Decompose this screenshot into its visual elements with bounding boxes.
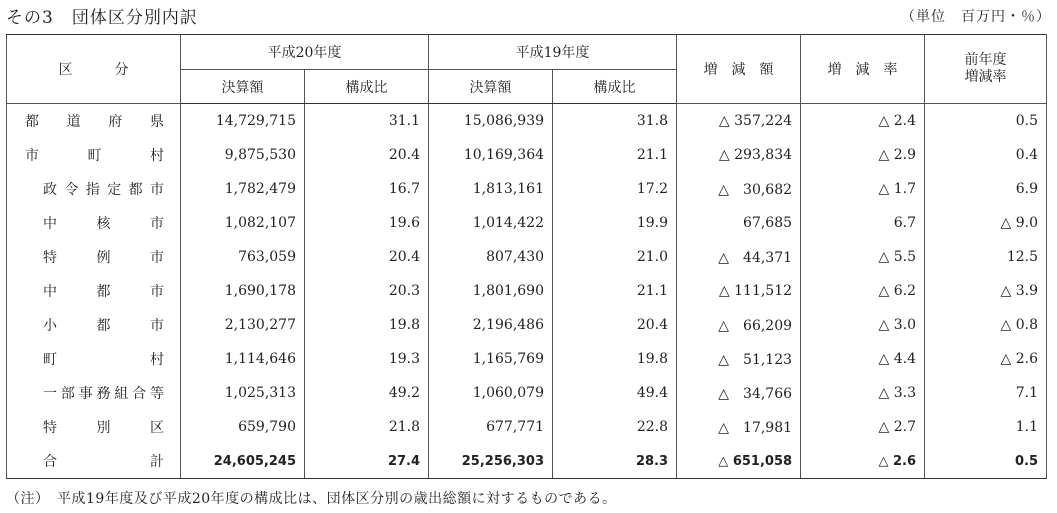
cell-ratio-h20: 21.8 (305, 410, 429, 444)
cell-diff: △ 293,834 (677, 138, 801, 172)
cell-prev-rate: △ 0.8 (925, 308, 1047, 342)
cell-rate: △ 3.0 (801, 308, 925, 342)
table-title: その3 団体区分別内訳 (6, 8, 198, 28)
row-label: 小都市 (7, 308, 181, 342)
footnote: （注） 平成19年度及び平成20年度の構成比は、団体区分別の歳出総額に対するものである。 (6, 491, 617, 507)
cell-ratio-h20: 20.4 (305, 138, 429, 172)
cell-diff: △ 111,512 (677, 274, 801, 308)
cell-settlement-h19: 15,086,939 (429, 104, 553, 139)
cell-settlement-h19: 1,060,079 (429, 376, 553, 410)
cell-settlement-h20: 659,790 (181, 410, 305, 444)
cell-ratio-h19: 19.8 (553, 342, 677, 376)
cell-settlement-h20: 2,130,277 (181, 308, 305, 342)
header-rate: 増 減 率 (801, 35, 925, 104)
cell-settlement-h19: 10,169,364 (429, 138, 553, 172)
cell-prev-rate: 0.5 (925, 104, 1047, 139)
table-row (7, 172, 1047, 206)
table-row (7, 138, 1047, 172)
cell-diff: △ 44,371 (677, 240, 801, 274)
cell-settlement-h20: 1,782,479 (181, 172, 305, 206)
table-row (7, 444, 1047, 479)
cell-rate: △ 6.2 (801, 274, 925, 308)
cell-rate: △ 2.9 (801, 138, 925, 172)
cell-ratio-h20: 20.4 (305, 240, 429, 274)
cell-ratio-h19: 31.8 (553, 104, 677, 139)
cell-settlement-h19: 1,801,690 (429, 274, 553, 308)
cell-ratio-h19: 17.2 (553, 172, 677, 206)
cell-settlement-h19: 1,014,422 (429, 206, 553, 240)
table-row (7, 410, 1047, 444)
cell-ratio-h19: 21.0 (553, 240, 677, 274)
cell-rate: △ 3.3 (801, 376, 925, 410)
table-row (7, 206, 1047, 240)
cell-diff: △ 30,682 (677, 172, 801, 206)
header-prev-rate: 前年度 増減率 (925, 35, 1047, 104)
row-label: 合計 (7, 444, 181, 479)
cell-settlement-h20: 1,114,646 (181, 342, 305, 376)
cell-settlement-h19: 2,196,486 (429, 308, 553, 342)
table-row (7, 240, 1047, 274)
cell-prev-rate: 6.9 (925, 172, 1047, 206)
cell-ratio-h19: 28.3 (553, 444, 677, 479)
cell-ratio-h20: 19.3 (305, 342, 429, 376)
cell-settlement-h19: 1,165,769 (429, 342, 553, 376)
cell-settlement-h20: 1,690,178 (181, 274, 305, 308)
cell-settlement-h20: 24,605,245 (181, 444, 305, 479)
header-h19-settlement: 決算額 (429, 70, 553, 104)
header-h20: 平成20年度 (181, 35, 429, 70)
row-label: 特別区 (7, 410, 181, 444)
cell-prev-rate: △ 2.6 (925, 342, 1047, 376)
row-label: 中都市 (7, 274, 181, 308)
unit-label: （単位 百万円・％） (901, 9, 1051, 25)
cell-diff: △ 17,981 (677, 410, 801, 444)
cell-ratio-h19: 21.1 (553, 274, 677, 308)
cell-prev-rate: 12.5 (925, 240, 1047, 274)
cell-rate: △ 2.4 (801, 104, 925, 139)
cell-diff: △ 651,058 (677, 444, 801, 479)
cell-ratio-h20: 31.1 (305, 104, 429, 139)
table-body (7, 104, 1047, 479)
cell-prev-rate: △ 3.9 (925, 274, 1047, 308)
cell-rate: △ 2.6 (801, 444, 925, 479)
row-label: 市町村 (7, 138, 181, 172)
cell-settlement-h19: 807,430 (429, 240, 553, 274)
cell-settlement-h20: 1,025,313 (181, 376, 305, 410)
cell-ratio-h20: 19.6 (305, 206, 429, 240)
header-diff: 増 減 額 (677, 35, 801, 104)
cell-ratio-h20: 16.7 (305, 172, 429, 206)
table-row (7, 342, 1047, 376)
cell-settlement-h20: 1,082,107 (181, 206, 305, 240)
cell-settlement-h19: 1,813,161 (429, 172, 553, 206)
cell-prev-rate: △ 9.0 (925, 206, 1047, 240)
row-label: 特例市 (7, 240, 181, 274)
row-label: 一部事務組合等 (7, 376, 181, 410)
table-row (7, 376, 1047, 410)
cell-rate: △ 4.4 (801, 342, 925, 376)
cell-rate: △ 2.7 (801, 410, 925, 444)
cell-diff: 67,685 (677, 206, 801, 240)
cell-ratio-h20: 19.8 (305, 308, 429, 342)
header-h20-settlement: 決算額 (181, 70, 305, 104)
cell-ratio-h19: 22.8 (553, 410, 677, 444)
cell-diff: △ 357,224 (677, 104, 801, 139)
cell-ratio-h20: 27.4 (305, 444, 429, 479)
cell-rate: △ 5.5 (801, 240, 925, 274)
table-row (7, 308, 1047, 342)
header-category: 区 分 (7, 35, 181, 104)
cell-ratio-h20: 49.2 (305, 376, 429, 410)
header-h19-ratio: 構成比 (553, 70, 677, 104)
table-row (7, 104, 1047, 139)
cell-prev-rate: 7.1 (925, 376, 1047, 410)
cell-settlement-h20: 14,729,715 (181, 104, 305, 139)
header-h19: 平成19年度 (429, 35, 677, 70)
cell-diff: △ 34,766 (677, 376, 801, 410)
cell-ratio-h19: 20.4 (553, 308, 677, 342)
table-row (7, 274, 1047, 308)
cell-ratio-h20: 20.3 (305, 274, 429, 308)
cell-ratio-h19: 49.4 (553, 376, 677, 410)
cell-settlement-h19: 677,771 (429, 410, 553, 444)
cell-rate: △ 1.7 (801, 172, 925, 206)
row-label: 都道府県 (7, 104, 181, 139)
breakdown-table (6, 34, 1047, 479)
cell-ratio-h19: 19.9 (553, 206, 677, 240)
cell-diff: △ 66,209 (677, 308, 801, 342)
cell-prev-rate: 0.5 (925, 444, 1047, 479)
cell-ratio-h19: 21.1 (553, 138, 677, 172)
row-label: 政令指定都市 (7, 172, 181, 206)
cell-prev-rate: 1.1 (925, 410, 1047, 444)
cell-rate: 6.7 (801, 206, 925, 240)
row-label: 町村 (7, 342, 181, 376)
cell-prev-rate: 0.4 (925, 138, 1047, 172)
row-label: 中核市 (7, 206, 181, 240)
cell-settlement-h20: 763,059 (181, 240, 305, 274)
cell-settlement-h19: 25,256,303 (429, 444, 553, 479)
cell-settlement-h20: 9,875,530 (181, 138, 305, 172)
cell-diff: △ 51,123 (677, 342, 801, 376)
header-h20-ratio: 構成比 (305, 70, 429, 104)
